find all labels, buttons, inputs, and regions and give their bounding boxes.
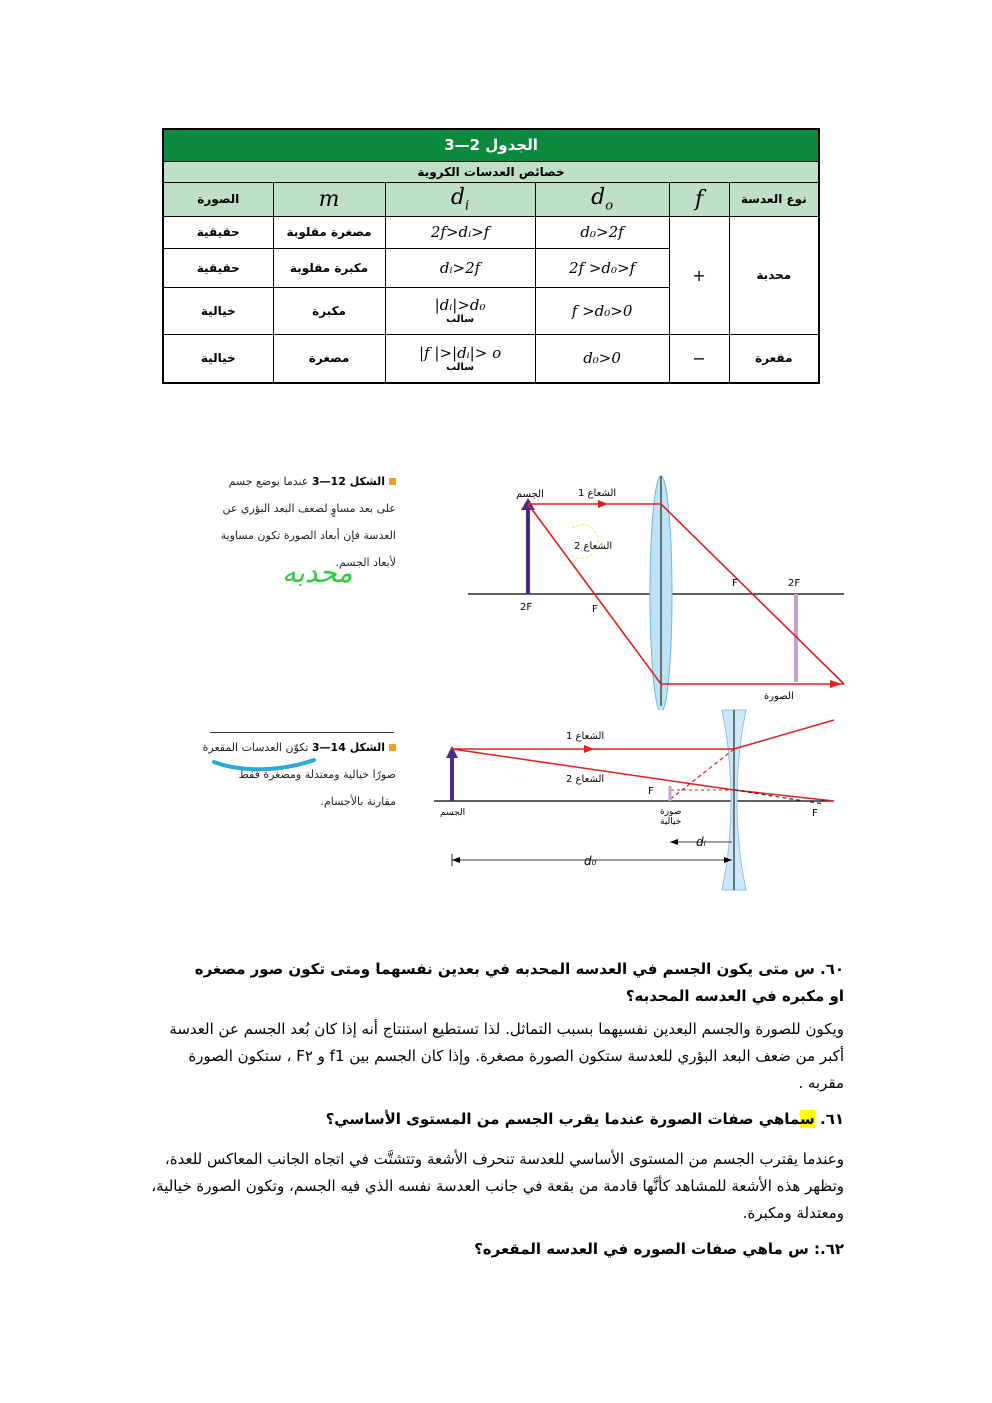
lens-concave: مقعرة — [729, 334, 819, 383]
image-cell: خيالية — [163, 287, 273, 334]
lens-properties-table — [162, 128, 820, 384]
do-cell: f >d₀>0 — [535, 287, 669, 334]
ray1-path — [452, 720, 834, 749]
header-lens-type: نوع العدسة — [729, 182, 819, 216]
label-f-left: F — [592, 604, 598, 615]
di-cell: dᵢ>2f — [385, 249, 535, 288]
figure2-caption: الشكل 14—3 تكوّن العدسات المقعرة صورًا خيالية ومعتدلة ومصغرة فقط مقارنة بالأجسام. — [202, 741, 396, 808]
table-row — [163, 216, 819, 249]
answer-61: وعندما يقترب الجسم من المستوى الأساسي للعدسة تنحرف الأشعة وتتشتَّت في اتجاه الجانب المعاكس للعدة، وتظهر هذه الأشعة للمشاهد كأنَّها قادمة من بقعة في جانب العدسة نفسه الذي فيه الجسم، وتكون الصورة خيالية، ومعتدلة ومكبرة. — [151, 1150, 844, 1222]
label-ray2: الشعاع 2 — [574, 541, 613, 552]
header-m: m — [273, 182, 385, 216]
do-cell: d₀>2f — [535, 216, 669, 249]
table-title: الجدول 2—3 — [163, 129, 819, 161]
question-60: ٦٠. س متى يكون الجسم في العدسه المحدبه في بعدين نفسهما ومتى تكون صور مصغره او مكبره في العدسه المحدبه؟ — [194, 960, 844, 1005]
label-image: الصورة — [764, 691, 794, 702]
convex-lens-diagram — [468, 470, 848, 710]
convex-sign: + — [669, 216, 729, 334]
image-cell: خيالية — [163, 334, 273, 383]
header-do: $d_o$ — [535, 182, 669, 216]
figure2-title: الشكل 14—3 — [311, 741, 385, 754]
m-cell: مكبرة — [273, 287, 385, 334]
di-cell: 2f>dᵢ>f — [385, 216, 535, 249]
do-cell: d₀>0 — [535, 334, 669, 383]
label-virtual-image-2: خيالية — [660, 817, 682, 827]
negative-note: سالب — [446, 314, 475, 326]
image-cell: حقيقية — [163, 216, 273, 249]
label-ray2: الشعاع 2 — [566, 774, 605, 785]
label-f-right: F — [812, 808, 818, 819]
label-f-right: F — [732, 578, 738, 589]
m-cell: مكبرة مقلوبة — [273, 249, 385, 288]
answer-60: ويكون للصورة والجسم البعدين نفسيهما بسبب التماثل. لذا تستطيع استنتاج أنه إذا كان بُعد الجسم عن العدسة أكبر من ضعف البعد البؤري للعدسة ستكون الصورة مصغرة. وإذا كان الجسم بين f1 و F٢ ، ستكون الصورة مقربه . — [169, 1020, 844, 1092]
negative-note: سالب — [446, 361, 475, 373]
blue-underline-mark — [210, 754, 320, 774]
label-ray1: الشعاع 1 — [566, 731, 605, 742]
concave-lens-diagram — [434, 708, 846, 892]
label-virtual-image: صورة — [660, 807, 682, 817]
figure1-title: الشكل 12—3 — [311, 475, 385, 488]
lens-convex: محدبة — [729, 216, 819, 334]
label-do: d₀ — [584, 854, 597, 868]
header-image: الصورة — [163, 182, 273, 216]
question-61: ٦١. سماهي صفات الصورة عندما يقرب الجسم من المستوى الأساسي؟ — [325, 1110, 844, 1128]
table-header-row — [163, 182, 819, 216]
label-object: الجسم — [516, 489, 544, 500]
label-f-left: F — [648, 786, 654, 797]
m-cell: مصغرة مقلوبة — [273, 216, 385, 249]
ray2-path — [452, 749, 834, 801]
label-ray1: الشعاع 1 — [578, 488, 617, 499]
handwritten-note: محدبه — [282, 556, 353, 589]
di-cell: |dᵢ|>d₀ سالب — [385, 287, 535, 334]
m-cell: مصغرة — [273, 334, 385, 383]
di-cell: |f |>|dᵢ|> o سالب — [385, 334, 535, 383]
table-row — [163, 334, 819, 383]
question-62: ٦٢.: س ماهي صفات الصوره في العدسه المقعره؟ — [474, 1240, 844, 1258]
image-cell: حقيقية — [163, 249, 273, 288]
label-di: dᵢ — [696, 835, 706, 849]
label-object: الجسم — [440, 808, 466, 818]
figure1-caption: الشكل 12—3 عندما يوضع جسم على بعد مساوٍ لضعف البعد البؤري عن العدسة فإن أبعاد الصورة تكون مساوية لأبعاد الجسم. — [220, 475, 396, 569]
concave-sign: − — [669, 334, 729, 383]
header-di: $d_i$ — [385, 182, 535, 216]
label-2f-right: 2F — [788, 578, 801, 589]
highlighted-s: س — [799, 1110, 815, 1128]
header-f: f — [669, 182, 729, 216]
label-2f-left: 2F — [520, 602, 533, 613]
table-subtitle: خصائص العدسات الكروية — [163, 161, 819, 182]
do-cell: 2f >d₀>f — [535, 249, 669, 288]
